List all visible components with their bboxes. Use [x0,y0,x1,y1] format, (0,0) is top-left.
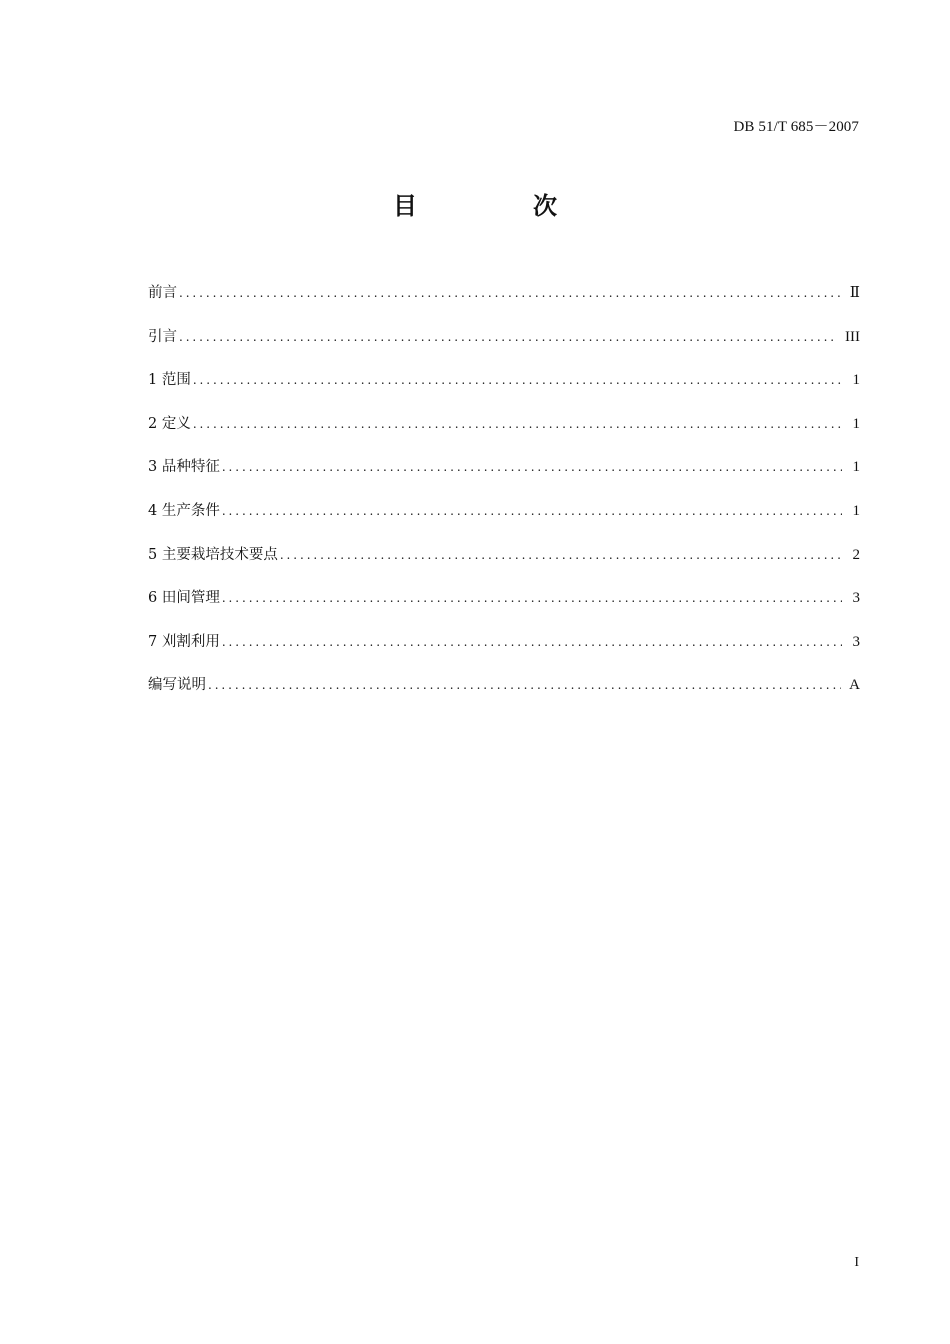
toc-dot-leader [179,330,837,344]
toc-entry-label: 引言 [148,328,177,345]
toc-entry-scope[interactable] [148,368,860,412]
toc-dot-leader [222,591,842,605]
toc-entry-label: 1 范围 [148,372,191,389]
toc-dot-leader [280,548,842,562]
page-number: I [854,1255,859,1270]
toc-entry-label: 6 田间管理 [148,590,220,607]
toc-entry-foreword[interactable] [148,281,860,325]
toc-entry-page: 3 [852,633,860,650]
toc-entry-page: A [849,677,860,694]
toc-entry-label: 3 品种特征 [148,459,220,476]
toc-title: 目 次 [393,192,603,220]
toc-entry-label: 7 刈割利用 [148,633,220,650]
toc-dot-leader [193,373,842,387]
toc-entry-label: 前言 [148,285,177,301]
toc-entry-label: 2 定义 [148,415,191,432]
toc-entry-cultivation-points[interactable] [148,543,860,587]
toc-entry-page: III [845,328,860,345]
toc-dot-leader [222,635,842,649]
toc-entry-page: 1 [852,459,860,476]
toc-entry-introduction[interactable] [148,325,860,369]
toc-entry-page: 1 [852,415,860,432]
toc-dot-leader [193,417,842,431]
document-code: DB 51/T 685－2007 [733,119,859,135]
toc-entry-page: Ⅱ [849,285,860,301]
toc-entry-page: 2 [852,546,860,563]
toc-list [148,281,860,717]
toc-dot-leader [208,678,841,692]
toc-entry-label: 5 主要栽培技术要点 [148,546,278,563]
toc-entry-definitions[interactable] [148,412,860,456]
toc-entry-production-conditions[interactable] [148,499,860,543]
toc-dot-leader [222,504,842,518]
toc-dot-leader [179,286,842,300]
toc-entry-page: 1 [852,372,860,389]
toc-entry-page: 3 [852,590,860,607]
toc-entry-drafting-notes[interactable] [148,673,860,717]
toc-entry-field-management[interactable] [148,586,860,630]
toc-entry-label: 编写说明 [148,677,206,694]
toc-entry-variety-characteristics[interactable] [148,455,860,499]
toc-entry-label: 4 生产条件 [148,502,220,519]
toc-entry-page: 1 [852,502,860,519]
toc-entry-harvest-use[interactable] [148,630,860,674]
toc-dot-leader [222,460,842,474]
